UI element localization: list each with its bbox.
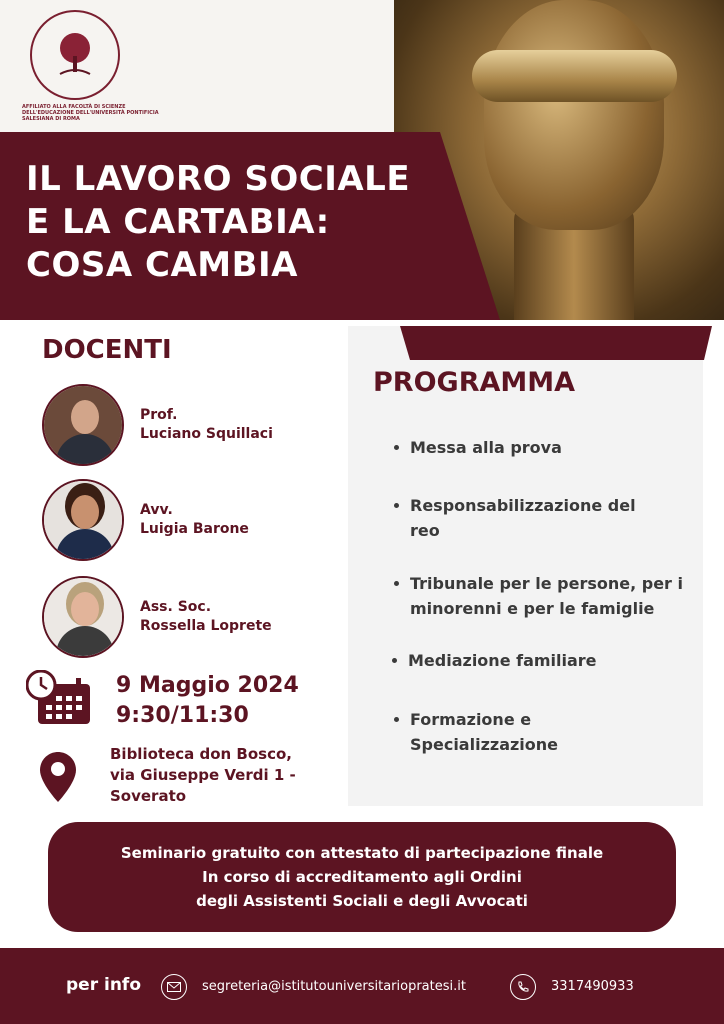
programma-item-line: reo (410, 521, 440, 540)
programma-item-line: minorenni e per le famiglie (410, 599, 655, 618)
docente-item (42, 384, 342, 468)
programma-item-line: Tribunale per le persone, per i (410, 574, 683, 593)
docente-name (140, 406, 273, 444)
tree-icon (50, 30, 100, 80)
docenti-heading: DOCENTI (42, 335, 172, 365)
programma-item (392, 571, 692, 621)
location-pin-icon (40, 752, 76, 802)
event-place (110, 744, 296, 807)
programma-item-line: Responsabilizzazione del (410, 496, 636, 515)
info-label: per info (66, 975, 142, 995)
docente-fullname: Luigia Barone (140, 521, 249, 537)
place-line: Soverato (110, 787, 187, 805)
programma-heading: PROGRAMMA (373, 367, 576, 398)
header-area (0, 0, 724, 320)
phone-icon (510, 974, 536, 1000)
email-link[interactable]: segreteria@istitutouniversitariopratesi.it (202, 979, 466, 994)
logo-affiliation: AFFILIATO ALLA FACOLTÀ DI SCIENZE DELL'EDUCAZIONE DELL'UNIVERSITÀ PONTIFICIA SALESIANA DI ROMA (22, 104, 159, 122)
programma-tab-band (400, 326, 712, 360)
title-line: E LA CARTABIA: (26, 202, 330, 242)
footer (0, 948, 724, 1024)
programma-item-line: Specializzazione (410, 735, 559, 754)
docente-fullname: Rossella Loprete (140, 618, 272, 634)
event-day: 9 Maggio 2024 (116, 673, 299, 698)
docente-name (140, 598, 272, 636)
avatar (42, 576, 124, 658)
calendar-clock-icon (26, 670, 92, 726)
programma-item (392, 435, 692, 460)
docente-fullname: Luciano Squillaci (140, 426, 273, 442)
notice-box (48, 822, 676, 932)
programma-item-line: Messa alla prova (410, 438, 562, 457)
programma-item-line: Mediazione familiare (408, 651, 597, 670)
docente-title: Prof. (140, 407, 178, 423)
phone-link[interactable]: 3317490933 (551, 979, 634, 994)
page-title (26, 158, 410, 287)
event-time: 9:30/11:30 (116, 703, 249, 728)
programma-item (390, 648, 690, 673)
docente-item (42, 479, 342, 563)
notice-line: Seminario gratuito con attestato di partecipazione finale (120, 844, 604, 862)
institute-logo (22, 10, 159, 122)
docente-item (42, 576, 342, 660)
place-line: Biblioteca don Bosco, (110, 745, 292, 763)
event-date (116, 671, 299, 731)
mail-icon (161, 974, 187, 1000)
programma-item (392, 707, 692, 757)
avatar (42, 479, 124, 561)
notice-line: degli Assistenti Sociali e degli Avvocati (196, 892, 528, 910)
programma-item (392, 493, 692, 543)
docente-title: Ass. Soc. (140, 599, 212, 615)
title-line: COSA CAMBIA (26, 245, 298, 285)
programma-item-line: Formazione e (410, 710, 532, 729)
logo-seal (30, 10, 120, 100)
avatar (42, 384, 124, 466)
docente-name (140, 501, 249, 539)
title-line: IL LAVORO SOCIALE (26, 159, 411, 199)
notice-line: In corso di accreditamento agli Ordini (202, 868, 522, 886)
docente-title: Avv. (140, 502, 173, 518)
place-line: via Giuseppe Verdi 1 - (110, 766, 296, 784)
